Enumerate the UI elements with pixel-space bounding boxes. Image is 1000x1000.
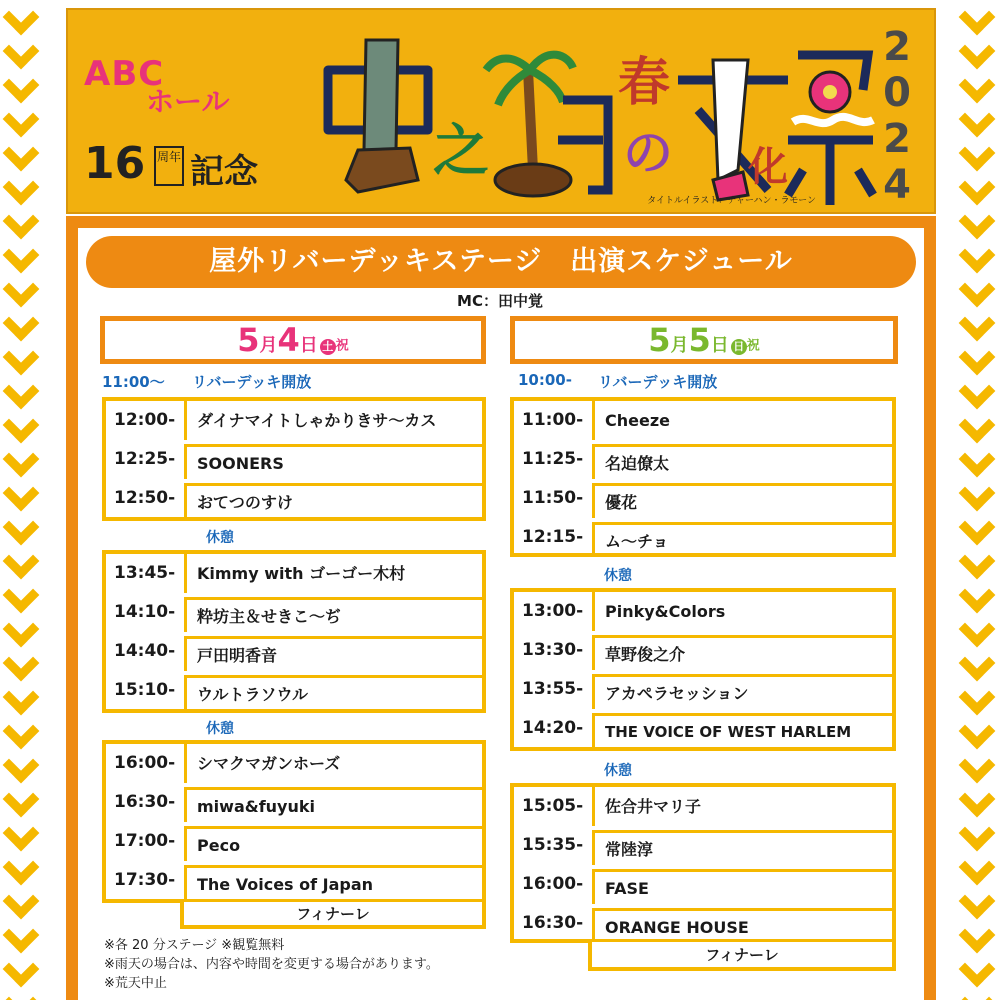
day-unit: 日 — [299, 335, 318, 356]
stage-title: 屋外リバーデッキステージ 出演スケジュール — [86, 236, 916, 288]
chevron-decoration — [959, 135, 996, 172]
slot-time: 14:40- — [114, 641, 176, 661]
slot-time: 13:55- — [522, 679, 584, 699]
note-line: ※雨天の場合は、内容や時間を変更する場合があります。 — [104, 957, 439, 972]
chevron-decoration — [959, 33, 996, 70]
schedule-row — [514, 787, 892, 826]
chevron-decoration — [3, 747, 40, 784]
chevron-decoration — [959, 747, 996, 784]
svg-text:春: 春 — [618, 53, 671, 113]
finale-day2: フィナーレ — [588, 939, 896, 971]
chevron-decoration — [959, 985, 996, 1000]
chevron-decoration — [959, 679, 996, 716]
performer-name: 戸田明香音 — [184, 636, 482, 671]
schedule-row — [514, 592, 892, 631]
title-banner — [66, 8, 936, 214]
performer-name: ORANGE HOUSE — [592, 908, 892, 943]
chevron-decoration — [959, 883, 996, 920]
chevron-decoration — [3, 33, 40, 70]
slot-time: 14:20- — [522, 718, 584, 738]
chevron-decoration — [959, 917, 996, 954]
slot-time: 12:15- — [522, 527, 584, 547]
break-label: 休憩 — [206, 530, 234, 546]
slot-time: 15:35- — [522, 835, 584, 855]
schedule-row — [106, 593, 482, 632]
chevron-decoration — [959, 475, 996, 512]
open-label: リバーデッキ開放 — [598, 373, 718, 391]
schedule-row — [514, 865, 892, 904]
left-chevron-border — [0, 0, 44, 1000]
chevron-decoration — [3, 781, 40, 818]
chevron-decoration — [3, 475, 40, 512]
chevron-decoration — [959, 0, 996, 35]
note-line: ※各 20 分ステージ ※観覧無料 — [104, 938, 285, 953]
chevron-decoration — [959, 237, 996, 274]
slot-time: 11:00- — [522, 410, 584, 430]
schedule-row — [106, 479, 482, 518]
chevron-decoration — [959, 203, 996, 240]
day-unit: 日 — [710, 335, 729, 356]
performer-name: シマクマガンホーズ — [184, 744, 482, 783]
svg-text:の: の — [623, 124, 673, 182]
chevron-decoration — [3, 373, 40, 410]
slot-time: 16:00- — [114, 753, 176, 773]
right-chevron-border — [956, 0, 1000, 1000]
schedule-row — [514, 518, 892, 557]
chevron-decoration — [3, 339, 40, 376]
performer-name: ダイナマイトしゃかりきサ〜カス — [184, 401, 482, 440]
performer-name: ウルトラソウル — [184, 675, 482, 710]
day-number: 4 — [277, 321, 300, 359]
slot-time: 15:05- — [522, 796, 584, 816]
chevron-decoration — [959, 169, 996, 206]
performer-name: Peco — [184, 826, 482, 861]
schedule-row — [514, 904, 892, 943]
performer-name: 常陸淳 — [592, 830, 892, 865]
performer-name: 粋坊主＆せきこ〜ぢ — [184, 597, 482, 632]
month-unit: 月 — [259, 335, 278, 356]
chevron-decoration — [3, 849, 40, 886]
note-line: ※荒天中止 — [104, 976, 167, 991]
chevron-decoration — [3, 407, 40, 444]
open-time: 11:00〜 — [102, 373, 165, 391]
month-unit: 月 — [670, 335, 689, 356]
performer-name: 草野俊之介 — [592, 635, 892, 670]
month: 5 — [648, 321, 671, 359]
schedule-row — [514, 440, 892, 479]
chevron-decoration — [959, 509, 996, 546]
slot-time: 12:50- — [114, 488, 176, 508]
performer-name: ム〜チョ — [592, 522, 892, 557]
slot-time: 13:30- — [522, 640, 584, 660]
chevron-decoration — [3, 101, 40, 138]
slot-time: 12:25- — [114, 449, 176, 469]
chevron-decoration — [959, 101, 996, 138]
mc-label: MC：田中覚 — [457, 292, 543, 310]
open-time: 10:00- — [518, 371, 572, 389]
schedule-block-day1-3 — [102, 740, 486, 903]
schedule-row — [106, 401, 482, 440]
chevron-decoration — [959, 951, 996, 988]
chevron-decoration — [3, 203, 40, 240]
performer-name: The Voices of Japan — [184, 865, 482, 900]
schedule-row — [514, 709, 892, 748]
slot-time: 15:10- — [114, 680, 176, 700]
anniversary-number: 16 — [84, 138, 146, 189]
day-header-may-4 — [100, 316, 486, 364]
chevron-decoration — [3, 543, 40, 580]
year-label: 2 0 2 4 — [883, 24, 911, 208]
performer-name: miwa&fuyuki — [184, 787, 482, 822]
schedule-row — [106, 632, 482, 671]
schedule-row — [106, 671, 482, 710]
performer-name: アカペラセッション — [592, 674, 892, 709]
chevron-decoration — [959, 373, 996, 410]
break-label: 休憩 — [604, 568, 632, 584]
performer-name: 優花 — [592, 483, 892, 518]
performer-name: 名迫僚太 — [592, 444, 892, 479]
holiday-label: 祝 — [335, 338, 349, 354]
kinen-label: 記念 — [190, 152, 258, 192]
slot-time: 16:30- — [522, 913, 584, 933]
slot-time: 17:00- — [114, 831, 176, 851]
slot-time: 16:30- — [114, 792, 176, 812]
chevron-decoration — [3, 645, 40, 682]
chevron-decoration — [959, 815, 996, 852]
schedule-row — [106, 783, 482, 822]
chevron-decoration — [959, 339, 996, 376]
performer-name: おてつのすけ — [184, 483, 482, 518]
finale-day1: フィナーレ — [180, 899, 486, 929]
day-header-may-5 — [510, 316, 898, 364]
chevron-decoration — [3, 237, 40, 274]
open-label: リバーデッキ開放 — [192, 373, 312, 391]
chevron-decoration — [959, 67, 996, 104]
schedule-row — [514, 401, 892, 440]
chevron-decoration — [959, 407, 996, 444]
performer-name: SOONERS — [184, 444, 482, 479]
schedule-row — [106, 861, 482, 900]
chevron-decoration — [3, 0, 40, 35]
break-label: 休憩 — [206, 721, 234, 737]
slot-time: 12:00- — [114, 410, 176, 430]
schedule-row — [514, 670, 892, 709]
slot-time: 16:00- — [522, 874, 584, 894]
slot-time: 13:45- — [114, 563, 176, 583]
chevron-decoration — [3, 611, 40, 648]
chevron-decoration — [3, 679, 40, 716]
svg-text:化: 化 — [748, 144, 788, 190]
chevron-decoration — [3, 815, 40, 852]
schedule-row — [106, 440, 482, 479]
chevron-decoration — [959, 781, 996, 818]
open-row-day2 — [518, 371, 898, 391]
slot-time: 17:30- — [114, 870, 176, 890]
chevron-decoration — [959, 645, 996, 682]
weekday-badge: 日 — [731, 339, 747, 355]
slot-time: 14:10- — [114, 602, 176, 622]
performer-name: THE VOICE OF WEST HARLEM — [592, 713, 892, 748]
chevron-decoration — [3, 985, 40, 1000]
schedule-block-day1-1 — [102, 397, 486, 521]
svg-text:之: 之 — [433, 119, 489, 184]
illustration-credit: タイトルイラスト：チャーハン・ラモーン — [647, 196, 816, 206]
chevron-decoration — [3, 67, 40, 104]
schedule-row — [514, 631, 892, 670]
schedule-row — [514, 826, 892, 865]
festival-title-illustration — [318, 30, 878, 210]
weekday-badge: 土 — [320, 339, 336, 355]
schedule-block-day2-1 — [510, 397, 896, 557]
chevron-decoration — [3, 917, 40, 954]
slot-time: 13:00- — [522, 601, 584, 621]
slot-time: 11:25- — [522, 449, 584, 469]
performer-name: Pinky&Colors — [592, 592, 892, 631]
chevron-decoration — [959, 543, 996, 580]
chevron-decoration — [3, 883, 40, 920]
schedule-block-day2-2 — [510, 588, 896, 751]
schedule-row — [514, 479, 892, 518]
chevron-decoration — [959, 577, 996, 614]
chevron-decoration — [3, 713, 40, 750]
notes — [104, 936, 439, 993]
chevron-decoration — [3, 135, 40, 172]
month: 5 — [237, 321, 260, 359]
chevron-decoration — [959, 441, 996, 478]
schedule-row — [106, 554, 482, 593]
chevron-decoration — [959, 713, 996, 750]
day-number: 5 — [688, 321, 711, 359]
chevron-decoration — [959, 611, 996, 648]
chevron-decoration — [3, 951, 40, 988]
performer-name: 佐合井マリ子 — [592, 787, 892, 826]
schedule-row — [106, 822, 482, 861]
chevron-decoration — [3, 441, 40, 478]
schedule-block-day1-2 — [102, 550, 486, 713]
chevron-decoration — [3, 169, 40, 206]
chevron-decoration — [959, 849, 996, 886]
schedule-row — [106, 744, 482, 783]
performer-name: FASE — [592, 869, 892, 904]
schedule-block-day2-3 — [510, 783, 896, 943]
open-row-day1 — [102, 371, 486, 391]
holiday-label: 祝 — [746, 338, 760, 354]
chevron-decoration — [3, 509, 40, 546]
chevron-decoration — [3, 577, 40, 614]
break-label: 休憩 — [604, 763, 632, 779]
hall-label: ホール — [146, 85, 230, 118]
abc-label: ABC — [84, 54, 165, 94]
performer-name: Cheeze — [592, 401, 892, 440]
slot-time: 11:50- — [522, 488, 584, 508]
performer-name: Kimmy with ゴーゴー木村 — [184, 554, 482, 593]
shunen-label: 周年 — [154, 146, 184, 186]
